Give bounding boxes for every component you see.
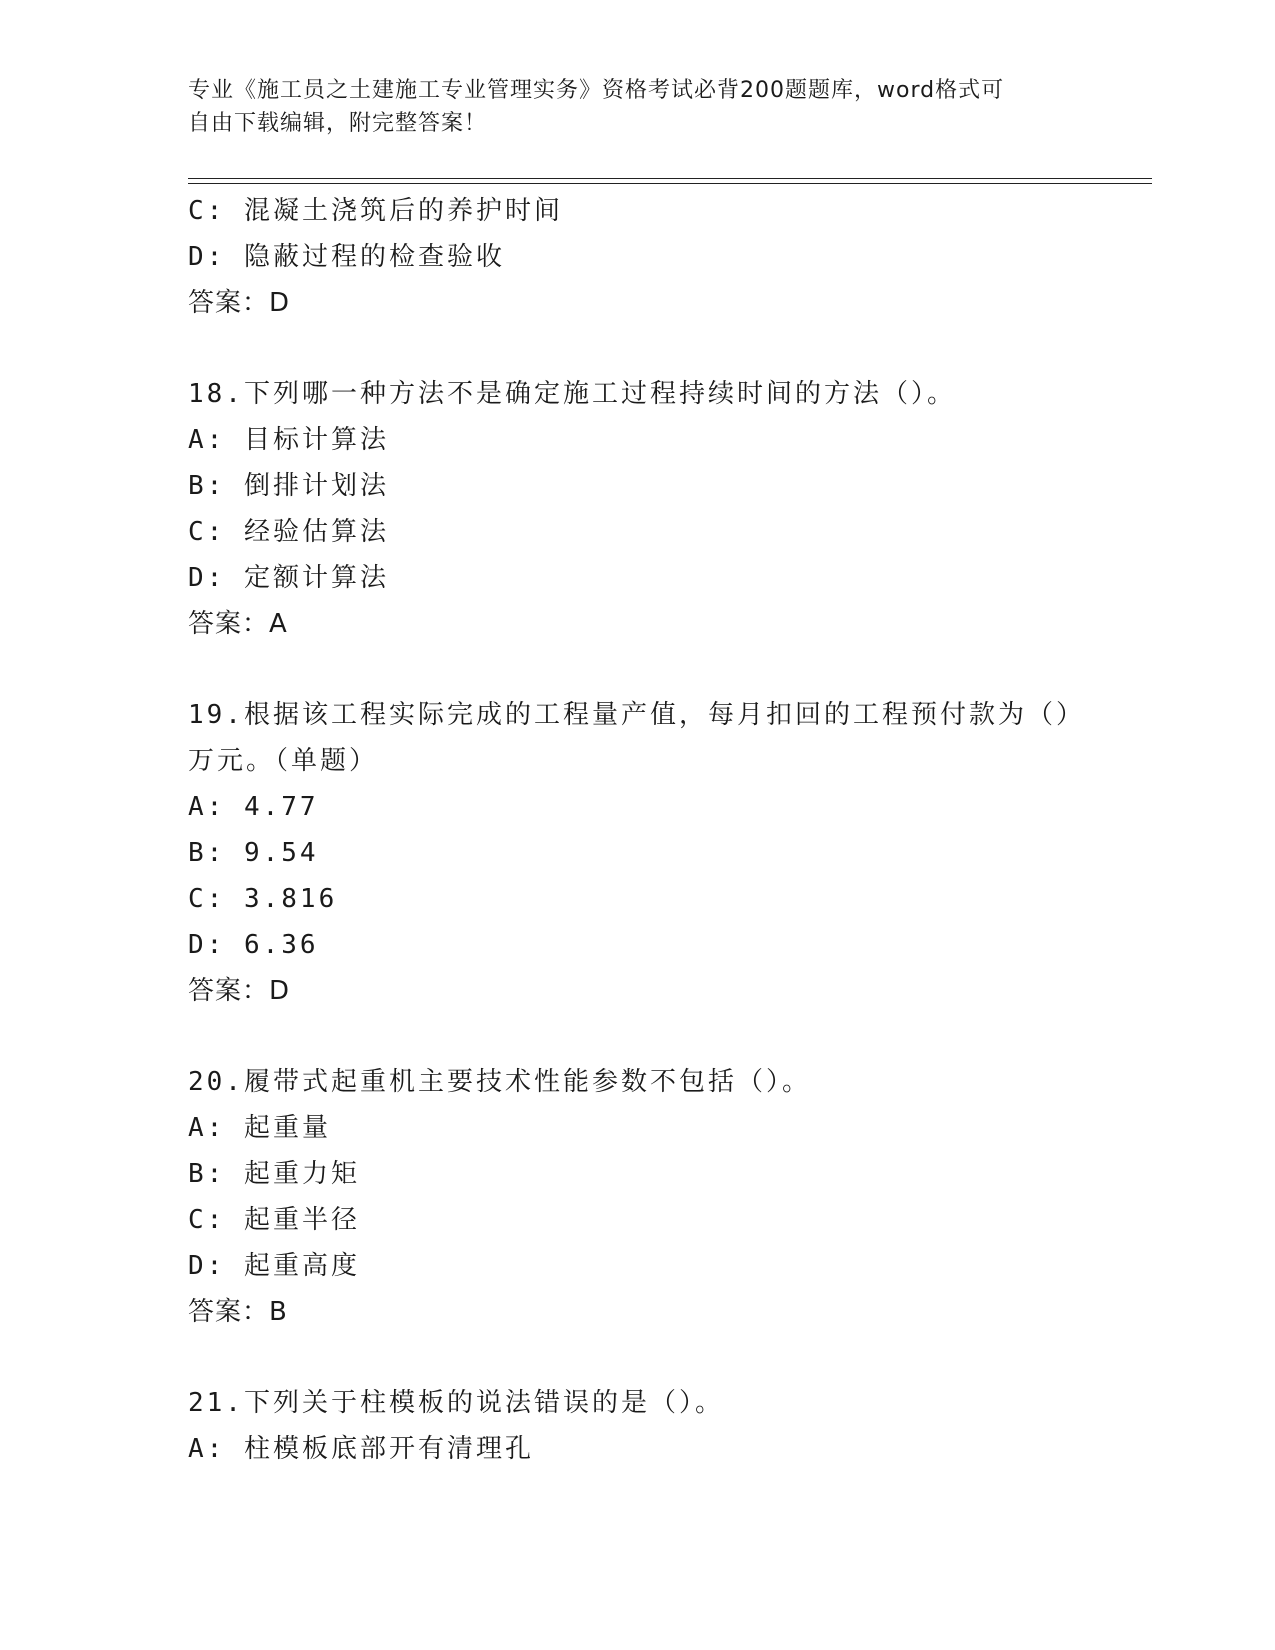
question-21 (188, 1380, 1088, 1472)
option-a: A: 目标计算法 (188, 425, 389, 455)
question-stem: 20.履带式起重机主要技术性能参数不包括（）。 (188, 1067, 811, 1097)
option-b: B: 9.54 (188, 838, 319, 868)
option-a: A: 4.77 (188, 792, 319, 822)
option-d: D: 定额计算法 (188, 563, 389, 593)
question-stem-line-1: 19.根据该工程实际完成的工程量产值，每月扣回的工程预付款为（） (188, 700, 1085, 730)
answer: 答案：D (188, 288, 291, 318)
option-a: A: 柱模板底部开有清理孔 (188, 1434, 534, 1464)
header-rule-bottom (188, 183, 1152, 184)
question-list (188, 188, 1088, 1472)
question-stem: 18.下列哪一种方法不是确定施工过程持续时间的方法（）。 (188, 379, 956, 409)
header-line-2: 自由下载编辑，附完整答案！ (188, 111, 488, 136)
document-header (188, 74, 1088, 140)
option-c: C: 混凝土浇筑后的养护时间 (188, 196, 563, 226)
question-stem: 21.下列关于柱模板的说法错误的是（）。 (188, 1388, 724, 1418)
answer: 答案：B (188, 1297, 288, 1327)
header-line-1: 专业《施工员之土建施工专业管理实务》资格考试必背200题题库，word格式可 (188, 78, 1005, 103)
option-b: B: 起重力矩 (188, 1159, 360, 1189)
answer: 答案：A (188, 609, 288, 639)
option-c: C: 经验估算法 (188, 517, 389, 547)
answer: 答案：D (188, 976, 291, 1006)
question-prev (188, 188, 1088, 326)
option-c: C: 起重半径 (188, 1205, 360, 1235)
option-c: C: 3.816 (188, 884, 338, 914)
option-d: D: 隐蔽过程的检查验收 (188, 242, 505, 272)
question-19 (188, 692, 1088, 1014)
option-b: B: 倒排计划法 (188, 471, 389, 501)
question-stem-line-2: 万元。（单题） (188, 746, 379, 776)
option-d: D: 6.36 (188, 930, 319, 960)
question-18 (188, 371, 1088, 647)
header-rule-top (188, 178, 1152, 179)
option-a: A: 起重量 (188, 1113, 331, 1143)
option-d: D: 起重高度 (188, 1251, 360, 1281)
question-20 (188, 1059, 1088, 1335)
